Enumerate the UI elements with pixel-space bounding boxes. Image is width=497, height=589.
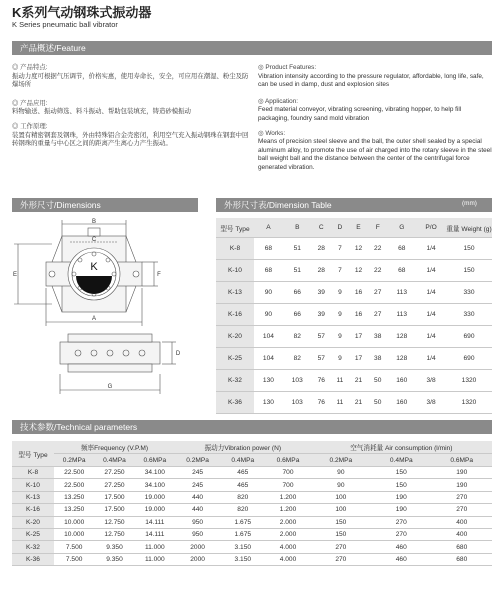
value-cell: 820 [220, 491, 265, 503]
value-cell: 270 [311, 541, 371, 553]
dimension-table-bar-en: /Dimension Table [266, 200, 332, 210]
pressure-header: 0.2MPa [311, 454, 371, 467]
value-cell: 2.000 [265, 528, 310, 540]
model-cell: K-8 [216, 238, 254, 260]
value-cell: 51 [283, 238, 312, 260]
value-cell: 330 [446, 282, 492, 304]
value-cell: 1.675 [220, 516, 265, 528]
technical-table-group-header [12, 441, 492, 454]
technical-table-row [12, 528, 492, 540]
dimension-table-row [216, 370, 492, 392]
value-cell: 9 [331, 282, 349, 304]
dimensions-bar-zh: 外形尺寸 [20, 200, 55, 210]
value-cell: 950 [175, 516, 220, 528]
value-cell: 113 [387, 282, 416, 304]
value-cell: 68 [254, 260, 283, 282]
value-cell: 12.750 [94, 528, 134, 540]
dimension-table-row [216, 260, 492, 282]
feature-zh-heading-1: ◎ 产品特点: [12, 64, 48, 71]
value-cell: 17.500 [94, 491, 134, 503]
value-cell: 76 [312, 370, 331, 392]
value-cell: 245 [175, 479, 220, 491]
value-cell: 3.150 [220, 541, 265, 553]
drawing-label-b: B [91, 219, 97, 225]
value-cell: 9 [331, 348, 349, 370]
value-cell: 3.150 [220, 553, 265, 565]
dimension-col-header: P/O [416, 218, 446, 238]
feature-en-text-1: Vibration intensity according to the pressure regulator, affordable, long life, safe, can be used in damp, dust and explosion sites [258, 72, 484, 89]
value-cell: 13.250 [54, 504, 94, 516]
feature-en-text-3: Means of precision steel sleeve and the ball, the outer shell sealed by a special aluminum alloy, to promote the use of air charged into the rotary sleeve in the steel ball weight ball and the distance between the center of the centrifugal force generated vibration. [258, 138, 492, 171]
value-cell: 104 [254, 326, 283, 348]
value-cell: 7.500 [54, 553, 94, 565]
value-cell: 1.675 [220, 528, 265, 540]
value-cell: 10.000 [54, 528, 94, 540]
value-cell: 440 [175, 491, 220, 503]
model-cell: K-25 [216, 348, 254, 370]
value-cell: 1.200 [265, 491, 310, 503]
value-cell: 1/4 [416, 326, 446, 348]
value-cell: 1/4 [416, 238, 446, 260]
technical-bar-zh: 技术参数 [20, 422, 55, 432]
value-cell: 3/8 [416, 370, 446, 392]
dimension-table-row [216, 348, 492, 370]
feature-section-bar [12, 41, 492, 55]
drawing-label-a: A [91, 316, 97, 322]
value-cell: 150 [311, 528, 371, 540]
value-cell: 38 [368, 348, 387, 370]
value-cell: 465 [220, 467, 265, 479]
value-cell: 1/4 [416, 304, 446, 326]
value-cell: 270 [432, 491, 493, 503]
value-cell: 820 [220, 504, 265, 516]
value-cell: 950 [175, 528, 220, 540]
value-cell: 4.000 [265, 553, 310, 565]
value-cell: 2.000 [265, 516, 310, 528]
pressure-header: 0.6MPa [265, 454, 310, 467]
dimension-table-row [216, 392, 492, 414]
feature-zh-heading-2: ◎ 产品应用: [12, 99, 48, 107]
value-cell: 17 [349, 348, 368, 370]
dimension-table-row [216, 282, 492, 304]
value-cell: 16 [349, 304, 368, 326]
value-cell: 2000 [175, 553, 220, 565]
value-cell: 3/8 [416, 392, 446, 414]
value-cell: 7.500 [54, 541, 94, 553]
dimension-col-header: G [387, 218, 416, 238]
dimension-table-row [216, 304, 492, 326]
value-cell: 440 [175, 504, 220, 516]
value-cell: 22 [368, 238, 387, 260]
value-cell: 130 [254, 392, 283, 414]
value-cell: 27 [368, 282, 387, 304]
value-cell: 190 [432, 467, 493, 479]
feature-bar-zh: 产品概述 [20, 43, 55, 53]
value-cell: 21 [349, 370, 368, 392]
technical-table-row [12, 479, 492, 491]
feature-en-text-2: Feed material conveyor, vibrating screening, vibrating hopper, to help fill packaging, foundry sand mold vibration [258, 106, 462, 122]
value-cell: 27.250 [94, 467, 134, 479]
dimension-col-header: B [283, 218, 312, 238]
dimension-table-header [216, 218, 492, 238]
value-cell: 9 [331, 326, 349, 348]
page-header [12, 6, 151, 30]
value-cell: 82 [283, 348, 312, 370]
value-cell: 460 [371, 553, 431, 565]
dimensions-drawing [12, 214, 196, 406]
value-cell: 38 [368, 326, 387, 348]
value-cell: 34.100 [135, 479, 175, 491]
features-english [258, 64, 492, 179]
value-cell: 270 [371, 516, 431, 528]
value-cell: 90 [311, 479, 371, 491]
feature-en-heading-2: ◎ Application: [258, 97, 299, 105]
dimension-table-bar-zh: 外形尺寸表 [224, 200, 267, 210]
drawing-label-k: K [90, 261, 98, 273]
value-cell: 68 [254, 238, 283, 260]
model-cell: K-36 [12, 553, 54, 565]
value-cell: 28 [312, 238, 331, 260]
value-cell: 12 [349, 238, 368, 260]
value-cell: 130 [254, 370, 283, 392]
value-cell: 150 [311, 516, 371, 528]
value-cell: 10.000 [54, 516, 94, 528]
model-cell: K-32 [12, 541, 54, 553]
value-cell: 90 [311, 467, 371, 479]
value-cell: 190 [432, 479, 493, 491]
value-cell: 16 [349, 282, 368, 304]
value-cell: 12.750 [94, 516, 134, 528]
value-cell: 14.111 [135, 516, 175, 528]
feature-zh-text-3: 装置有精密钢套及钢珠，外由特殊铝合金壳密闭，利用空气充入振动钢珠在钢套中回转钢珠的重量与中心区之间的距离产生离心力产生振动。 [12, 131, 249, 148]
value-cell: 76 [312, 392, 331, 414]
pressure-header: 0.6MPa [432, 454, 493, 467]
dimensions-section-bar [12, 198, 198, 212]
feature-bar-en: /Feature [54, 43, 86, 53]
technical-table-row [12, 467, 492, 479]
value-cell: 128 [387, 326, 416, 348]
technical-group-air-consumption: 空气消耗量 Air consumption (l/min) [311, 441, 492, 454]
feature-zh-text-1: 振动力度可根据气压调节，价格实惠，使用寿命长，安全，可应用在潮湿、粉尘及防爆场所 [12, 72, 249, 89]
value-cell: 150 [446, 238, 492, 260]
value-cell: 7 [331, 238, 349, 260]
value-cell: 1/4 [416, 260, 446, 282]
value-cell: 1.200 [265, 504, 310, 516]
dimension-col-header: C [312, 218, 331, 238]
page-title: K系列气动钢珠式振动器 [12, 5, 152, 20]
value-cell: 82 [283, 326, 312, 348]
value-cell: 1/4 [416, 348, 446, 370]
features-chinese [12, 64, 250, 155]
technical-type-header: 型号 Type [12, 441, 54, 467]
technical-table-row [12, 504, 492, 516]
feature-en-heading-3: ◎ Works: [258, 129, 286, 137]
value-cell: 465 [220, 479, 265, 491]
value-cell: 27.250 [94, 479, 134, 491]
technical-table [12, 441, 492, 566]
value-cell: 400 [432, 528, 493, 540]
dimension-col-header: E [349, 218, 368, 238]
value-cell: 4.000 [265, 541, 310, 553]
pressure-header: 0.4MPa [220, 454, 265, 467]
value-cell: 690 [446, 348, 492, 370]
drawing-label-e: E [12, 272, 18, 278]
drawing-label-g: G [107, 384, 113, 390]
technical-group-frequency: 频率Frequency (V.P.M) [54, 441, 175, 454]
technical-section-bar [12, 420, 492, 434]
value-cell: 27 [368, 304, 387, 326]
value-cell: 11 [331, 370, 349, 392]
value-cell: 680 [432, 541, 493, 553]
model-cell: K-10 [216, 260, 254, 282]
value-cell: 68 [387, 260, 416, 282]
value-cell: 22 [368, 260, 387, 282]
dimension-col-header: 重量 Weight (g) [446, 218, 492, 238]
feature-zh-heading-3: ◎ 工作原理: [12, 122, 48, 130]
vibrator-technical-drawing [12, 214, 196, 406]
value-cell: 1320 [446, 370, 492, 392]
model-cell: K-32 [216, 370, 254, 392]
value-cell: 103 [283, 370, 312, 392]
model-cell: K-13 [216, 282, 254, 304]
feature-zh-text-2: 料物输送、振动筛选、料斗振动、帮助包装填充，铸造砂模振动 [12, 108, 191, 116]
value-cell: 700 [265, 467, 310, 479]
dimension-unit-label: (mm) [462, 200, 477, 207]
value-cell: 400 [432, 516, 493, 528]
dimension-col-header: D [331, 218, 349, 238]
dimensions-bar-en: /Dimensions [54, 200, 101, 210]
technical-bar-en: /Technical parameters [54, 422, 138, 432]
value-cell: 1/4 [416, 282, 446, 304]
value-cell: 160 [387, 392, 416, 414]
value-cell: 9 [331, 304, 349, 326]
dimension-col-header: 型号 Type [216, 218, 254, 238]
value-cell: 150 [446, 260, 492, 282]
value-cell: 160 [387, 370, 416, 392]
value-cell: 50 [368, 370, 387, 392]
value-cell: 150 [371, 467, 431, 479]
value-cell: 90 [254, 304, 283, 326]
value-cell: 19.000 [135, 491, 175, 503]
value-cell: 17 [349, 326, 368, 348]
value-cell: 39 [312, 304, 331, 326]
value-cell: 34.100 [135, 467, 175, 479]
value-cell: 128 [387, 348, 416, 370]
dimension-table-section-bar [216, 198, 492, 212]
value-cell: 68 [387, 238, 416, 260]
value-cell: 100 [311, 491, 371, 503]
value-cell: 460 [371, 541, 431, 553]
dimension-table-row [216, 238, 492, 260]
value-cell: 190 [371, 504, 431, 516]
value-cell: 11 [331, 392, 349, 414]
value-cell: 22.500 [54, 479, 94, 491]
value-cell: 2000 [175, 541, 220, 553]
value-cell: 700 [265, 479, 310, 491]
value-cell: 680 [432, 553, 493, 565]
dimension-table-row [216, 326, 492, 348]
value-cell: 690 [446, 326, 492, 348]
value-cell: 245 [175, 467, 220, 479]
pressure-header: 0.4MPa [94, 454, 134, 467]
model-cell: K-36 [216, 392, 254, 414]
value-cell: 12 [349, 260, 368, 282]
value-cell: 51 [283, 260, 312, 282]
value-cell: 13.250 [54, 491, 94, 503]
value-cell: 190 [371, 491, 431, 503]
value-cell: 330 [446, 304, 492, 326]
value-cell: 57 [312, 348, 331, 370]
value-cell: 19.000 [135, 504, 175, 516]
dimension-table [216, 218, 492, 414]
model-cell: K-10 [12, 479, 54, 491]
technical-table-row [12, 516, 492, 528]
technical-table-body [12, 467, 492, 566]
model-cell: K-20 [12, 516, 54, 528]
technical-table-row [12, 553, 492, 565]
value-cell: 104 [254, 348, 283, 370]
value-cell: 28 [312, 260, 331, 282]
dimension-table-body [216, 238, 492, 414]
value-cell: 270 [432, 504, 493, 516]
value-cell: 14.111 [135, 528, 175, 540]
drawing-label-d: D [175, 351, 181, 357]
value-cell: 1320 [446, 392, 492, 414]
pressure-header: 0.6MPa [135, 454, 175, 467]
dimension-col-header: A [254, 218, 283, 238]
value-cell: 17.500 [94, 504, 134, 516]
model-cell: K-25 [12, 528, 54, 540]
pressure-header: 0.2MPa [175, 454, 220, 467]
value-cell: 39 [312, 282, 331, 304]
model-cell: K-20 [216, 326, 254, 348]
value-cell: 113 [387, 304, 416, 326]
drawing-label-f: F [157, 272, 161, 278]
value-cell: 66 [283, 304, 312, 326]
value-cell: 11.000 [135, 541, 175, 553]
value-cell: 150 [371, 479, 431, 491]
dimension-col-header: F [368, 218, 387, 238]
value-cell: 21 [349, 392, 368, 414]
model-cell: K-16 [12, 504, 54, 516]
technical-table-row [12, 491, 492, 503]
value-cell: 100 [311, 504, 371, 516]
pressure-header: 0.4MPa [371, 454, 431, 467]
value-cell: 9.350 [94, 541, 134, 553]
model-cell: K-16 [216, 304, 254, 326]
value-cell: 11.000 [135, 553, 175, 565]
value-cell: 270 [371, 528, 431, 540]
value-cell: 7 [331, 260, 349, 282]
drawing-label-c: C [91, 237, 97, 243]
technical-group-vibration-power: 振动力Vibration power (N) [175, 441, 311, 454]
model-cell: K-8 [12, 467, 54, 479]
page-subtitle: K Series pneumatic ball vibrator [12, 20, 118, 29]
value-cell: 57 [312, 326, 331, 348]
value-cell: 66 [283, 282, 312, 304]
pressure-header: 0.2MPa [54, 454, 94, 467]
value-cell: 90 [254, 282, 283, 304]
model-cell: K-13 [12, 491, 54, 503]
value-cell: 9.350 [94, 553, 134, 565]
technical-table-pressure-header [12, 454, 492, 467]
feature-en-heading-1: ◎ Product Features: [258, 64, 317, 71]
value-cell: 103 [283, 392, 312, 414]
value-cell: 270 [311, 553, 371, 565]
value-cell: 22.500 [54, 467, 94, 479]
value-cell: 50 [368, 392, 387, 414]
technical-table-row [12, 541, 492, 553]
